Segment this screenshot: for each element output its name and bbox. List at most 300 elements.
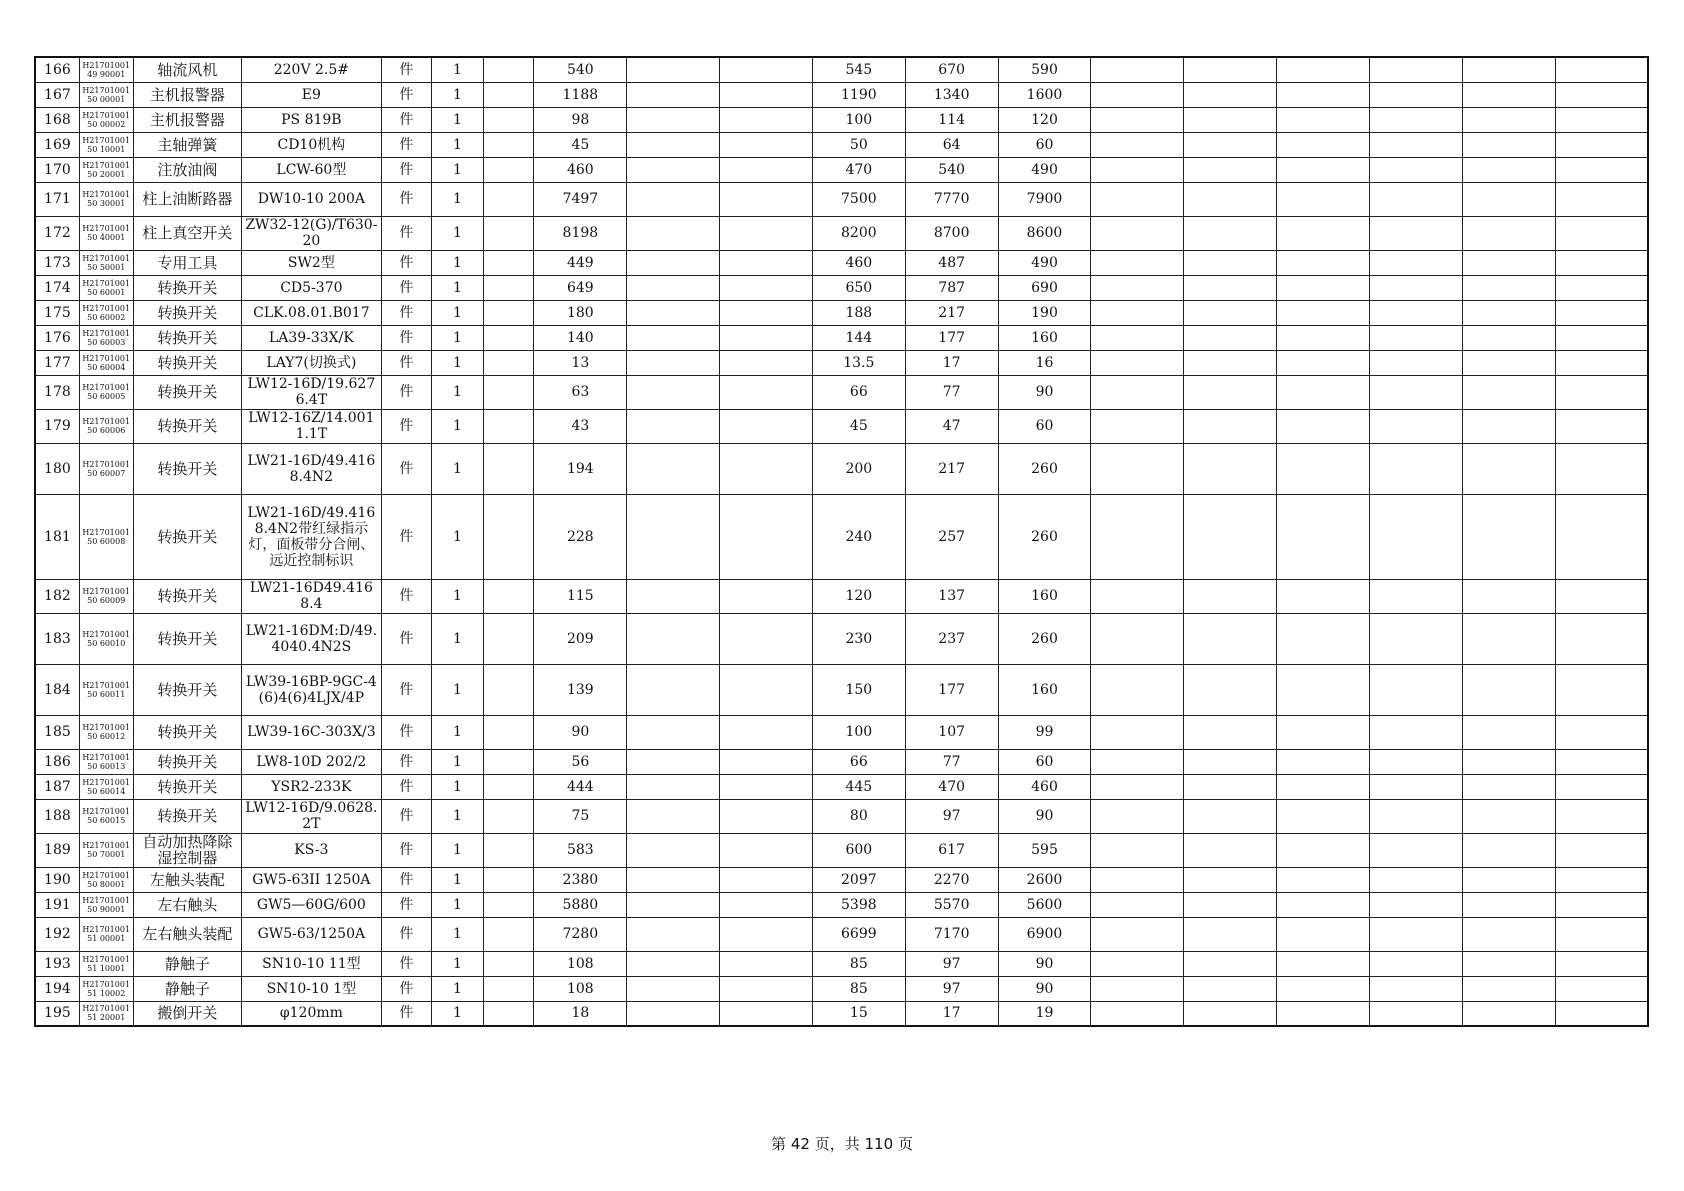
item-code: H2170100150 60005: [79, 375, 133, 409]
item-qty: 1: [432, 157, 484, 182]
empty-cell: [1555, 976, 1648, 1001]
empty-cell: [1369, 157, 1462, 182]
price-3: 2270: [905, 867, 998, 892]
empty-cell: [1369, 867, 1462, 892]
price-3: 114: [905, 107, 998, 132]
price-2: 2097: [812, 867, 905, 892]
empty-cell: [1091, 579, 1184, 613]
price-1: 140: [534, 325, 627, 350]
item-code: H2170100150 20001: [79, 157, 133, 182]
item-spec: LAY7(切换式): [242, 350, 381, 375]
row-number: 195: [35, 1001, 79, 1026]
price-4: 190: [998, 300, 1091, 325]
row-number: 184: [35, 664, 79, 715]
price-2: 5398: [812, 892, 905, 917]
empty-cell: [483, 579, 534, 613]
item-name: 主轴弹簧: [133, 132, 242, 157]
item-name: 搬倒开关: [133, 1001, 242, 1026]
empty-cell: [720, 917, 813, 951]
empty-cell: [1462, 375, 1555, 409]
table-row: [35, 494, 1648, 579]
empty-cell: [1184, 951, 1277, 976]
empty-cell: [1277, 749, 1370, 774]
item-qty: 1: [432, 613, 484, 664]
price-3: 217: [905, 443, 998, 494]
item-unit: 件: [381, 132, 432, 157]
item-qty: 1: [432, 951, 484, 976]
empty-cell: [483, 494, 534, 579]
item-unit: 件: [381, 107, 432, 132]
price-3: 670: [905, 57, 998, 82]
empty-cell: [1277, 82, 1370, 107]
item-qty: 1: [432, 325, 484, 350]
empty-cell: [1091, 1001, 1184, 1026]
empty-cell: [720, 57, 813, 82]
item-unit: 件: [381, 350, 432, 375]
price-1: 90: [534, 715, 627, 749]
empty-cell: [1555, 613, 1648, 664]
item-code: H2170100150 50001: [79, 250, 133, 275]
empty-cell: [627, 350, 720, 375]
empty-cell: [627, 182, 720, 216]
price-4: 160: [998, 664, 1091, 715]
empty-cell: [720, 157, 813, 182]
empty-cell: [1277, 867, 1370, 892]
price-1: 98: [534, 107, 627, 132]
empty-cell: [1369, 375, 1462, 409]
empty-cell: [720, 892, 813, 917]
table-row: [35, 917, 1648, 951]
item-unit: 件: [381, 579, 432, 613]
item-code: H2170100150 60007: [79, 443, 133, 494]
table-row: [35, 375, 1648, 409]
price-3: 17: [905, 350, 998, 375]
empty-cell: [1277, 613, 1370, 664]
item-spec: PS 819B: [242, 107, 381, 132]
empty-cell: [720, 216, 813, 250]
price-2: 50: [812, 132, 905, 157]
item-spec: KS-3: [242, 833, 381, 867]
empty-cell: [627, 976, 720, 1001]
empty-cell: [1369, 664, 1462, 715]
empty-cell: [627, 107, 720, 132]
empty-cell: [1462, 867, 1555, 892]
empty-cell: [1462, 715, 1555, 749]
empty-cell: [1277, 132, 1370, 157]
empty-cell: [1091, 917, 1184, 951]
empty-cell: [627, 833, 720, 867]
price-1: 444: [534, 774, 627, 799]
item-code: H2170100150 90001: [79, 892, 133, 917]
item-spec: LCW-60型: [242, 157, 381, 182]
price-3: 17: [905, 1001, 998, 1026]
row-number: 166: [35, 57, 79, 82]
empty-cell: [1462, 833, 1555, 867]
empty-cell: [1369, 715, 1462, 749]
empty-cell: [1184, 774, 1277, 799]
empty-cell: [720, 275, 813, 300]
empty-cell: [1091, 443, 1184, 494]
empty-cell: [627, 799, 720, 833]
price-2: 240: [812, 494, 905, 579]
table-row: [35, 216, 1648, 250]
item-code: H2170100150 60001: [79, 275, 133, 300]
empty-cell: [483, 350, 534, 375]
item-spec: φ120mm: [242, 1001, 381, 1026]
item-unit: 件: [381, 325, 432, 350]
empty-cell: [483, 833, 534, 867]
row-number: 173: [35, 250, 79, 275]
empty-cell: [1091, 833, 1184, 867]
empty-cell: [1462, 494, 1555, 579]
price-4: 60: [998, 749, 1091, 774]
empty-cell: [1091, 951, 1184, 976]
price-1: 540: [534, 57, 627, 82]
empty-cell: [1369, 132, 1462, 157]
empty-cell: [1462, 664, 1555, 715]
empty-cell: [1091, 664, 1184, 715]
price-2: 470: [812, 157, 905, 182]
empty-cell: [1277, 182, 1370, 216]
row-number: 171: [35, 182, 79, 216]
item-code: H2170100150 60015: [79, 799, 133, 833]
empty-cell: [720, 375, 813, 409]
empty-cell: [1184, 976, 1277, 1001]
empty-cell: [1277, 275, 1370, 300]
empty-cell: [1277, 216, 1370, 250]
empty-cell: [627, 715, 720, 749]
item-code: H2170100150 00001: [79, 82, 133, 107]
empty-cell: [1369, 350, 1462, 375]
empty-cell: [1369, 300, 1462, 325]
empty-cell: [720, 409, 813, 443]
item-spec: LW12-16D/19.6276.4T: [242, 375, 381, 409]
item-unit: 件: [381, 300, 432, 325]
empty-cell: [1555, 182, 1648, 216]
row-number: 188: [35, 799, 79, 833]
empty-cell: [1091, 409, 1184, 443]
row-number: 185: [35, 715, 79, 749]
empty-cell: [1277, 107, 1370, 132]
empty-cell: [1369, 833, 1462, 867]
item-spec: CLK.08.01.B017: [242, 300, 381, 325]
item-spec: YSR2-233K: [242, 774, 381, 799]
empty-cell: [1277, 250, 1370, 275]
row-number: 190: [35, 867, 79, 892]
item-unit: 件: [381, 182, 432, 216]
row-number: 191: [35, 892, 79, 917]
empty-cell: [1555, 494, 1648, 579]
price-2: 13.5: [812, 350, 905, 375]
item-name: 转换开关: [133, 579, 242, 613]
price-1: 115: [534, 579, 627, 613]
row-number: 177: [35, 350, 79, 375]
item-code: H2170100151 10002: [79, 976, 133, 1001]
price-1: 2380: [534, 867, 627, 892]
empty-cell: [1462, 951, 1555, 976]
empty-cell: [1555, 157, 1648, 182]
empty-cell: [1555, 664, 1648, 715]
row-number: 192: [35, 917, 79, 951]
empty-cell: [483, 57, 534, 82]
item-spec: E9: [242, 82, 381, 107]
item-spec: 220V 2.5#: [242, 57, 381, 82]
empty-cell: [627, 867, 720, 892]
empty-cell: [627, 951, 720, 976]
empty-cell: [1091, 774, 1184, 799]
row-number: 168: [35, 107, 79, 132]
empty-cell: [483, 409, 534, 443]
price-1: 13: [534, 350, 627, 375]
item-qty: 1: [432, 867, 484, 892]
price-4: 1600: [998, 82, 1091, 107]
table-row: [35, 409, 1648, 443]
empty-cell: [1184, 799, 1277, 833]
price-4: 590: [998, 57, 1091, 82]
empty-cell: [720, 325, 813, 350]
empty-cell: [1555, 833, 1648, 867]
page-number: 42: [790, 1135, 810, 1153]
empty-cell: [1277, 494, 1370, 579]
empty-cell: [627, 82, 720, 107]
empty-cell: [1091, 613, 1184, 664]
item-name: 转换开关: [133, 774, 242, 799]
empty-cell: [1555, 132, 1648, 157]
price-1: 108: [534, 951, 627, 976]
empty-cell: [1184, 867, 1277, 892]
empty-cell: [1462, 443, 1555, 494]
item-code: H2170100150 80001: [79, 867, 133, 892]
price-3: 77: [905, 375, 998, 409]
price-4: 90: [998, 951, 1091, 976]
price-3: 470: [905, 774, 998, 799]
price-4: 90: [998, 799, 1091, 833]
price-4: 2600: [998, 867, 1091, 892]
price-2: 200: [812, 443, 905, 494]
empty-cell: [1184, 664, 1277, 715]
empty-cell: [627, 749, 720, 774]
row-number: 194: [35, 976, 79, 1001]
price-1: 56: [534, 749, 627, 774]
price-2: 545: [812, 57, 905, 82]
empty-cell: [1091, 250, 1184, 275]
price-3: 7170: [905, 917, 998, 951]
empty-cell: [1369, 613, 1462, 664]
price-1: 43: [534, 409, 627, 443]
table-row: [35, 892, 1648, 917]
empty-cell: [483, 375, 534, 409]
price-2: 100: [812, 715, 905, 749]
page-middle: 页，共: [814, 1135, 860, 1153]
empty-cell: [1184, 216, 1277, 250]
price-4: 260: [998, 443, 1091, 494]
empty-cell: [1091, 375, 1184, 409]
item-qty: 1: [432, 132, 484, 157]
empty-cell: [1091, 976, 1184, 1001]
price-3: 617: [905, 833, 998, 867]
empty-cell: [1277, 833, 1370, 867]
price-3: 177: [905, 664, 998, 715]
item-unit: 件: [381, 749, 432, 774]
price-2: 66: [812, 375, 905, 409]
empty-cell: [1369, 409, 1462, 443]
item-name: 自动加热降除湿控制器: [133, 833, 242, 867]
empty-cell: [1555, 715, 1648, 749]
empty-cell: [1277, 157, 1370, 182]
empty-cell: [1462, 917, 1555, 951]
empty-cell: [1462, 579, 1555, 613]
item-spec: LW21-16DM:D/49.4040.4N2S: [242, 613, 381, 664]
item-spec: SN10-10 1型: [242, 976, 381, 1001]
empty-cell: [483, 664, 534, 715]
table-row: [35, 715, 1648, 749]
empty-cell: [1462, 613, 1555, 664]
item-name: 左右触头: [133, 892, 242, 917]
item-spec: SN10-10 11型: [242, 951, 381, 976]
row-number: 170: [35, 157, 79, 182]
empty-cell: [627, 579, 720, 613]
empty-cell: [1555, 749, 1648, 774]
table-row: [35, 157, 1648, 182]
row-number: 174: [35, 275, 79, 300]
price-3: 7770: [905, 182, 998, 216]
item-spec: GW5—60G/600: [242, 892, 381, 917]
empty-cell: [720, 613, 813, 664]
price-3: 177: [905, 325, 998, 350]
item-name: 注放油阀: [133, 157, 242, 182]
empty-cell: [483, 892, 534, 917]
item-qty: 1: [432, 409, 484, 443]
item-unit: 件: [381, 917, 432, 951]
empty-cell: [483, 917, 534, 951]
price-3: 540: [905, 157, 998, 182]
empty-cell: [483, 867, 534, 892]
empty-cell: [720, 132, 813, 157]
empty-cell: [627, 409, 720, 443]
price-4: 595: [998, 833, 1091, 867]
empty-cell: [1091, 107, 1184, 132]
empty-cell: [1277, 976, 1370, 1001]
page-suffix: 页: [897, 1135, 913, 1153]
empty-cell: [1555, 375, 1648, 409]
empty-cell: [483, 976, 534, 1001]
price-1: 5880: [534, 892, 627, 917]
price-3: 107: [905, 715, 998, 749]
item-unit: 件: [381, 157, 432, 182]
table-row: [35, 579, 1648, 613]
price-4: 90: [998, 976, 1091, 1001]
price-1: 209: [534, 613, 627, 664]
empty-cell: [483, 275, 534, 300]
item-unit: 件: [381, 892, 432, 917]
empty-cell: [483, 749, 534, 774]
item-spec: LW21-16D/49.4168.4N2带红绿指示灯，面板带分合闸、远近控制标识: [242, 494, 381, 579]
table-row: [35, 749, 1648, 774]
empty-cell: [483, 157, 534, 182]
item-unit: 件: [381, 494, 432, 579]
empty-cell: [1369, 57, 1462, 82]
item-code: H2170100150 60006: [79, 409, 133, 443]
empty-cell: [1462, 107, 1555, 132]
table-row: [35, 664, 1648, 715]
empty-cell: [1091, 892, 1184, 917]
empty-cell: [1369, 182, 1462, 216]
empty-cell: [720, 350, 813, 375]
empty-cell: [1369, 275, 1462, 300]
item-spec: LW12-16D/9.0628.2T: [242, 799, 381, 833]
empty-cell: [1369, 579, 1462, 613]
item-qty: 1: [432, 250, 484, 275]
item-name: 柱上真空开关: [133, 216, 242, 250]
table-row: [35, 443, 1648, 494]
empty-cell: [1555, 917, 1648, 951]
price-1: 460: [534, 157, 627, 182]
item-code: H2170100150 70001: [79, 833, 133, 867]
price-4: 99: [998, 715, 1091, 749]
price-1: 8198: [534, 216, 627, 250]
empty-cell: [720, 443, 813, 494]
empty-cell: [1369, 250, 1462, 275]
item-unit: 件: [381, 216, 432, 250]
empty-cell: [1277, 664, 1370, 715]
empty-cell: [1462, 799, 1555, 833]
item-spec: GW5-63II 1250A: [242, 867, 381, 892]
empty-cell: [1184, 1001, 1277, 1026]
item-name: 转换开关: [133, 613, 242, 664]
empty-cell: [483, 107, 534, 132]
item-name: 主机报警器: [133, 107, 242, 132]
empty-cell: [1462, 300, 1555, 325]
item-unit: 件: [381, 799, 432, 833]
empty-cell: [1462, 157, 1555, 182]
price-1: 75: [534, 799, 627, 833]
empty-cell: [1462, 892, 1555, 917]
item-code: H2170100150 00002: [79, 107, 133, 132]
empty-cell: [1462, 325, 1555, 350]
price-2: 6699: [812, 917, 905, 951]
price-3: 787: [905, 275, 998, 300]
item-name: 柱上油断路器: [133, 182, 242, 216]
empty-cell: [720, 1001, 813, 1026]
price-4: 60: [998, 132, 1091, 157]
table-row: [35, 867, 1648, 892]
price-2: 230: [812, 613, 905, 664]
item-spec: CD10机构: [242, 132, 381, 157]
item-qty: 1: [432, 715, 484, 749]
item-spec: SW2型: [242, 250, 381, 275]
empty-cell: [1369, 216, 1462, 250]
empty-cell: [1184, 494, 1277, 579]
price-3: 97: [905, 976, 998, 1001]
item-code: H2170100150 60013: [79, 749, 133, 774]
item-spec: LW21-16D49.4168.4: [242, 579, 381, 613]
empty-cell: [1555, 867, 1648, 892]
empty-cell: [483, 774, 534, 799]
empty-cell: [1184, 409, 1277, 443]
price-2: 600: [812, 833, 905, 867]
empty-cell: [1277, 325, 1370, 350]
price-table: [34, 56, 1649, 1027]
empty-cell: [1091, 715, 1184, 749]
table-row: [35, 833, 1648, 867]
price-1: 449: [534, 250, 627, 275]
table-row: [35, 275, 1648, 300]
empty-cell: [1091, 275, 1184, 300]
empty-cell: [1369, 917, 1462, 951]
empty-cell: [1555, 799, 1648, 833]
item-name: 静触子: [133, 951, 242, 976]
item-qty: 1: [432, 275, 484, 300]
